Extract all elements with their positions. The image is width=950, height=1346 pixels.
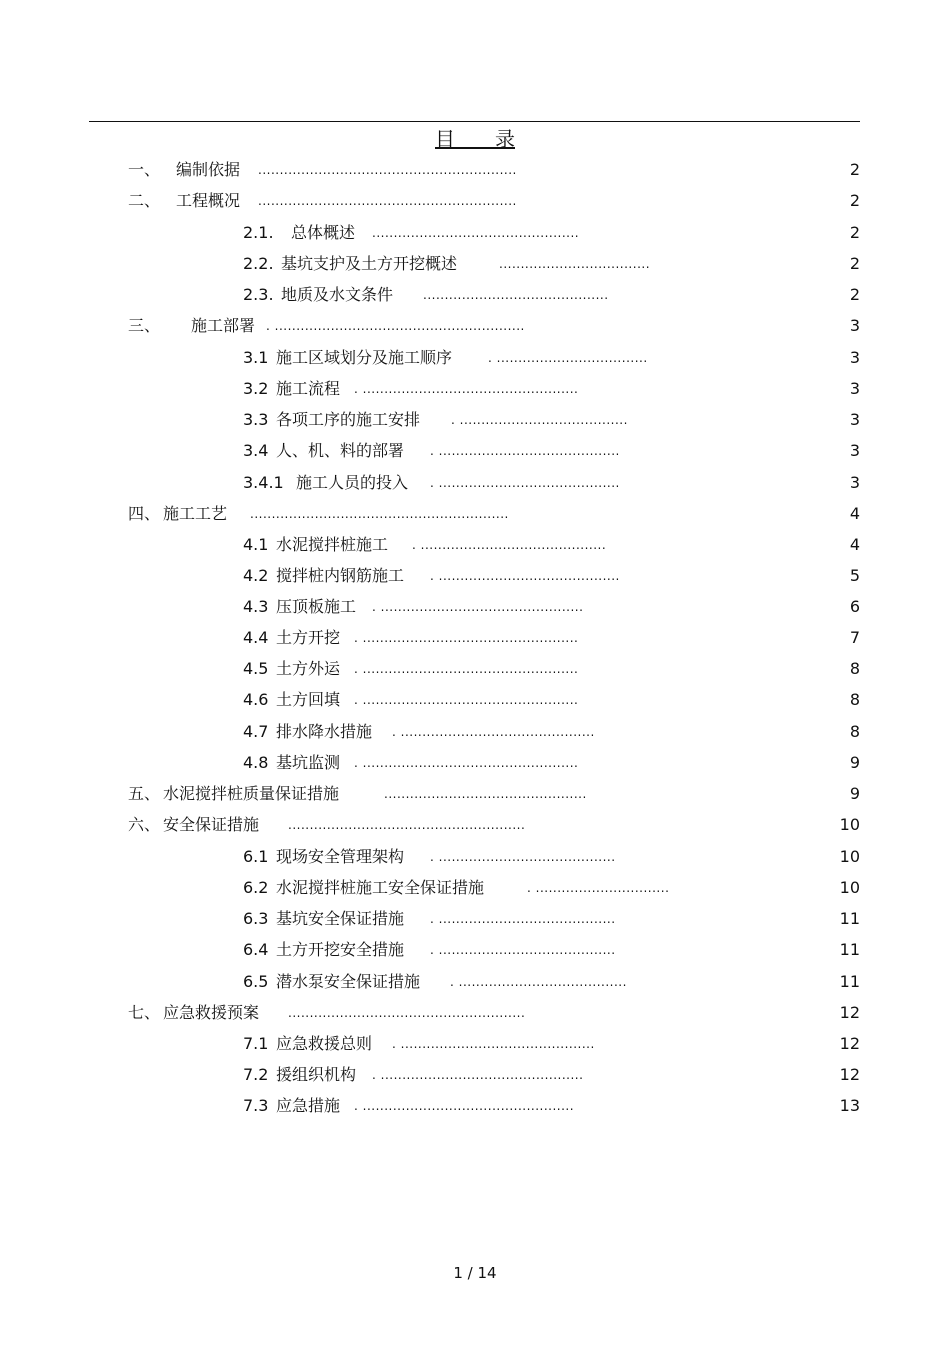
toc-entry[interactable] — [0, 970, 950, 994]
toc-entry-page: 7 — [849, 628, 860, 647]
toc-entry-page: 8 — [849, 659, 860, 678]
toc-entry-number: 6.4 — [243, 940, 269, 959]
toc-entry[interactable] — [0, 1032, 950, 1056]
toc-entry-title: 搅拌桩内钢筋施工 — [276, 566, 405, 585]
toc-entry-page: 2 — [849, 160, 860, 179]
toc-entry-leader-dots: . ........................................... — [412, 538, 607, 552]
toc-entry-leader-dots: . .......................................... — [430, 476, 620, 490]
toc-entry-title: 土方外运 — [276, 659, 341, 678]
top-rule — [89, 121, 860, 122]
toc-entry-page: 10 — [839, 815, 860, 834]
toc-entry-title: 水泥搅拌桩质量保证措施 — [163, 784, 340, 803]
toc-entry-leader-dots: . .................................................. — [354, 631, 579, 645]
toc-entry-number: 4.3 — [243, 597, 269, 616]
toc-entry[interactable] — [0, 377, 950, 401]
toc-entry-leader-dots: . ............................... — [527, 881, 670, 895]
toc-entry-number: 2.3. — [243, 285, 274, 304]
toc-entry-page: 12 — [839, 1003, 860, 1022]
toc-entry-title: 水泥搅拌桩施工安全保证措施 — [276, 878, 485, 897]
toc-entry-number: 4.7 — [243, 722, 269, 741]
toc-entry-page: 4 — [849, 504, 860, 523]
toc-entry-leader-dots: ................................................ — [372, 226, 580, 240]
toc-entry-page: 2 — [849, 223, 860, 242]
toc-entry-page: 10 — [839, 847, 860, 866]
toc-entry-page: 12 — [839, 1065, 860, 1084]
toc-entry-number: 三、 — [128, 316, 161, 335]
toc-entry-leader-dots: . .......................................... — [430, 444, 620, 458]
toc-entry-title: 水泥搅拌桩施工 — [276, 535, 389, 554]
toc-entry-page: 3 — [849, 441, 860, 460]
toc-entry-number: 6.2 — [243, 878, 269, 897]
toc-entry-number: 6.3 — [243, 909, 269, 928]
toc-entry-title: 排水降水措施 — [276, 722, 373, 741]
toc-entry-number: 2.2. — [243, 254, 274, 273]
toc-entry[interactable] — [0, 751, 950, 775]
toc-entry-leader-dots: ............................................... — [384, 787, 587, 801]
toc-entry-title: 施工工艺 — [163, 504, 228, 523]
toc-entry-number: 3.2 — [243, 379, 269, 398]
toc-entry-page: 12 — [839, 1034, 860, 1053]
toc-entry-page: 3 — [849, 473, 860, 492]
toc-entry[interactable] — [0, 564, 950, 588]
toc-entry-number: 4.8 — [243, 753, 269, 772]
toc-entry-number: 4.6 — [243, 690, 269, 709]
toc-entry-title: 总体概述 — [291, 223, 356, 242]
toc-entry-leader-dots: ............................................................ — [258, 194, 517, 208]
toc-entry[interactable] — [0, 907, 950, 931]
toc-entry-title: 应急救援预案 — [163, 1003, 260, 1022]
toc-entry-page: 5 — [849, 566, 860, 585]
toc-entry[interactable] — [0, 439, 950, 463]
toc-entry-title: 地质及水文条件 — [281, 285, 394, 304]
toc-entry-page: 3 — [849, 379, 860, 398]
toc-entry-number: 3.3 — [243, 410, 269, 429]
toc-entry-leader-dots: . .......................................................... — [266, 319, 525, 333]
toc-entry-number: 4.2 — [243, 566, 269, 585]
toc-entry-number: 4.5 — [243, 659, 269, 678]
toc-entry-page: 3 — [849, 348, 860, 367]
toc-entry-leader-dots: . ....................................... — [451, 413, 628, 427]
toc-entry-leader-dots: ....................................................... — [288, 818, 526, 832]
toc-entry[interactable] — [0, 1001, 950, 1025]
toc-entry-page: 13 — [839, 1096, 860, 1115]
toc-entry[interactable] — [0, 1063, 950, 1087]
toc-entry-number: 五、 — [128, 784, 161, 803]
toc-entry-title: 施工区域划分及施工顺序 — [276, 348, 453, 367]
toc-entry[interactable] — [0, 314, 950, 338]
toc-entry-title: 土方回填 — [276, 690, 341, 709]
toc-entry-title: 工程概况 — [176, 191, 241, 210]
toc-entry-page: 2 — [849, 285, 860, 304]
toc-entry[interactable] — [0, 189, 950, 213]
toc-entry-number: 一、 — [128, 160, 161, 179]
toc-entry-title: 各项工序的施工安排 — [276, 410, 421, 429]
toc-entry-number: 7.2 — [243, 1065, 269, 1084]
toc-entry[interactable] — [0, 252, 950, 276]
toc-entry-title: 施工流程 — [276, 379, 341, 398]
toc-entry-number: 6.1 — [243, 847, 269, 866]
toc-entry[interactable] — [0, 283, 950, 307]
toc-entry[interactable] — [0, 471, 950, 495]
toc-entry-number: 七、 — [128, 1003, 161, 1022]
toc-entry-title: 基坑安全保证措施 — [276, 909, 405, 928]
toc-entry[interactable] — [0, 595, 950, 619]
toc-entry-page: 11 — [839, 972, 860, 991]
page-number: 1 / 14 — [453, 1264, 497, 1282]
toc-entry-title: 施工部署 — [191, 316, 256, 335]
toc-entry-leader-dots: . ......................................... — [430, 943, 616, 957]
toc-entry-title: 人、机、料的部署 — [276, 441, 405, 460]
toc-entry-number: 7.1 — [243, 1034, 269, 1053]
toc-entry[interactable] — [0, 626, 950, 650]
toc-entry[interactable] — [0, 813, 950, 837]
toc-entry[interactable] — [0, 1094, 950, 1118]
toc-entry-page: 6 — [849, 597, 860, 616]
toc-entry-title: 压顶板施工 — [276, 597, 357, 616]
toc-entry-title: 潜水泵安全保证措施 — [276, 972, 421, 991]
toc-entry-title: 编制依据 — [176, 160, 241, 179]
toc-entry-leader-dots: . .......................................... — [430, 569, 620, 583]
toc-entry-leader-dots: . .................................................. — [354, 382, 579, 396]
toc-entry-number: 4.4 — [243, 628, 269, 647]
toc-entry-number: 3.4.1 — [243, 473, 284, 492]
toc-entry-page: 4 — [849, 535, 860, 554]
toc-entry-number: 3.1 — [243, 348, 269, 367]
toc-entry-page: 11 — [839, 940, 860, 959]
toc-entry-title: 施工人员的投入 — [296, 473, 409, 492]
toc-entry[interactable] — [0, 876, 950, 900]
toc-entry-leader-dots: . ............................................. — [392, 1037, 595, 1051]
toc-entry-leader-dots: . ......................................... — [430, 850, 616, 864]
toc-entry-number: 6.5 — [243, 972, 269, 991]
toc-entry-page: 8 — [849, 690, 860, 709]
toc-entry-leader-dots: ........................................... — [423, 288, 609, 302]
toc-entry-number: 4.1 — [243, 535, 269, 554]
toc-entry-leader-dots: . .................................................. — [354, 756, 579, 770]
toc-entry-leader-dots: ....................................................... — [288, 1006, 526, 1020]
toc-entry-title: 土方开挖安全措施 — [276, 940, 405, 959]
toc-entry-number: 3.4 — [243, 441, 269, 460]
toc-entry-number: 二、 — [128, 191, 161, 210]
toc-entry-leader-dots: . .................................................. — [354, 693, 579, 707]
toc-entry[interactable] — [0, 720, 950, 744]
toc-entry[interactable] — [0, 502, 950, 526]
toc-entry-title: 应急救援总则 — [276, 1034, 373, 1053]
toc-entry-title: 安全保证措施 — [163, 815, 260, 834]
toc-entry-leader-dots: ................................... — [499, 257, 651, 271]
toc-entry-page: 11 — [839, 909, 860, 928]
toc-entry-title: 基坑支护及土方开挖概述 — [281, 254, 458, 273]
toc-entry-number: 六、 — [128, 815, 161, 834]
toc-entry-page: 2 — [849, 191, 860, 210]
toc-entry-leader-dots: ............................................................ — [250, 507, 509, 521]
toc-entry-leader-dots: . ................................................. — [354, 1099, 575, 1113]
toc-entry-page: 3 — [849, 410, 860, 429]
toc-entry-leader-dots: . ................................... — [488, 351, 648, 365]
toc-entry-leader-dots: . ......................................... — [430, 912, 616, 926]
toc-entry[interactable] — [0, 938, 950, 962]
toc-entry-page: 9 — [849, 784, 860, 803]
toc-entry[interactable] — [0, 158, 950, 182]
toc-entry-leader-dots: ............................................................ — [258, 163, 517, 177]
toc-title: 目 录 — [435, 127, 515, 151]
toc-entry-leader-dots: . ............................................. — [392, 725, 595, 739]
toc-entry-title: 基坑监测 — [276, 753, 341, 772]
toc-entry-leader-dots: . ............................................... — [372, 1068, 584, 1082]
toc-entry-title: 现场安全管理架构 — [276, 847, 405, 866]
toc-entry-page: 2 — [849, 254, 860, 273]
toc-entry[interactable] — [0, 408, 950, 432]
toc-entry-number: 7.3 — [243, 1096, 269, 1115]
toc-entry-number: 四、 — [128, 504, 161, 523]
toc-entry-page: 9 — [849, 753, 860, 772]
toc-entry-leader-dots: . .................................................. — [354, 662, 579, 676]
toc-entry-title: 应急措施 — [276, 1096, 341, 1115]
toc-entry[interactable] — [0, 657, 950, 681]
toc-entry-title: 土方开挖 — [276, 628, 341, 647]
toc-entry[interactable] — [0, 845, 950, 869]
toc-entry[interactable] — [0, 221, 950, 245]
toc-entry[interactable] — [0, 688, 950, 712]
toc-entry[interactable] — [0, 346, 950, 370]
toc-entry[interactable] — [0, 782, 950, 806]
toc-entry-title: 援组织机构 — [276, 1065, 357, 1084]
toc-entry-page: 3 — [849, 316, 860, 335]
toc-entry-page: 8 — [849, 722, 860, 741]
toc-entry-page: 10 — [839, 878, 860, 897]
toc-entry-number: 2.1. — [243, 223, 274, 242]
toc-entry-leader-dots: . ....................................... — [450, 975, 627, 989]
toc-entry[interactable] — [0, 533, 950, 557]
toc-entry-leader-dots: . ............................................... — [372, 600, 584, 614]
